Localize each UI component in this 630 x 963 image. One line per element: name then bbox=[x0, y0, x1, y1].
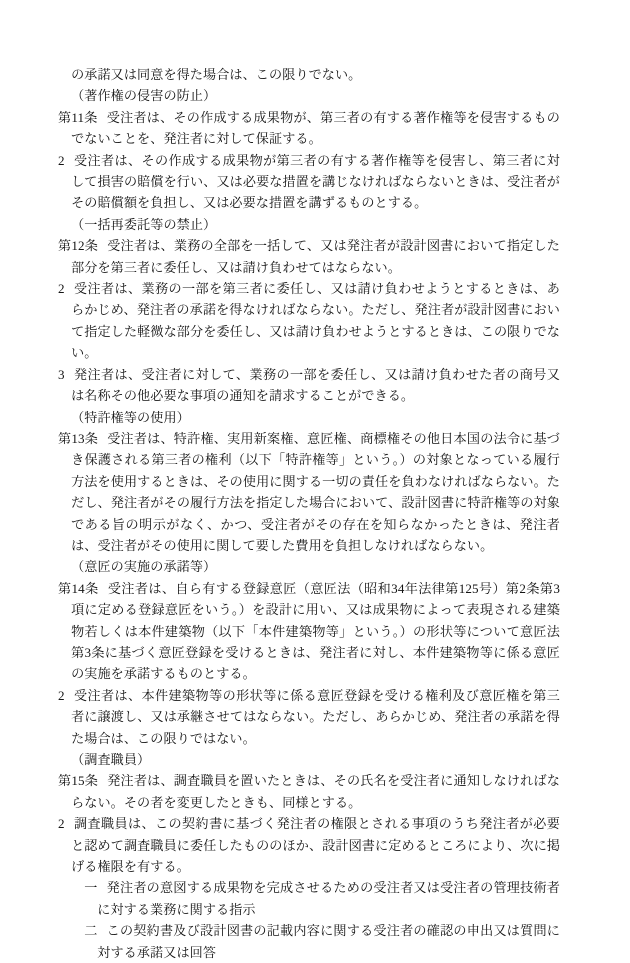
heading-article-13 bbox=[71, 407, 560, 428]
article-15-item-2-text: この契約書及び設計図書の記載内容に関する受注者の確認の申出又は質問に対する承諾又は回答 bbox=[97, 923, 560, 960]
article-12-paragraph-1-marker: 第12条 bbox=[58, 238, 99, 254]
article-13-paragraph-1 bbox=[58, 428, 560, 556]
article-13-paragraph-1-text: 受注者は、特許権、実用新案権、意匠権、商標権その他日本国の法令に基づき保護される第三者の権利（以下「特許権等」という。）の対象となっている履行方法を使用するときは、その使用に関する一切の責任を負わなければならない。ただし、発注者がその履行方法を指定した場合において、設計図書に特許権等の対象である旨の明示がなく、かつ、受注者がその存在を知らなかったときは、発注者は、受注者がその使用に関して要した費用を負担しなければならない。 bbox=[71, 430, 560, 553]
article-13-paragraph-1-marker: 第13条 bbox=[58, 430, 99, 446]
article-15-item-1-marker: 一 bbox=[84, 880, 98, 896]
article-14-paragraph-2-text: 受注者は、本件建築物等の形状等に係る意匠登録を受ける権利及び意匠権を第三者に譲渡し、又は承継させてはならない。ただし、あらかじめ、発注者の承諾を得た場合は、この限りではない。 bbox=[71, 687, 560, 746]
article-15-item-2-marker: 二 bbox=[84, 923, 98, 939]
article-12-paragraph-2-marker: 2 bbox=[58, 281, 65, 297]
article-15-paragraph-1-text: 発注者は、調査職員を置いたときは、その氏名を受注者に通知しなければならない。その者を変更したときも、同様とする。 bbox=[71, 773, 560, 810]
article-12-paragraph-2-text: 受注者は、業務の一部を第三者に委任し、又は請け負わせようとするときは、あらかじめ、発注者の承諾を得なければならない。ただし、発注者が設計図書において指定した軽微な部分を委任し、又は請け負わせようとするときは、この限りでない。 bbox=[71, 281, 560, 361]
heading-article-11-text: （著作権の侵害の防止） bbox=[71, 88, 217, 104]
article-12-paragraph-3-text: 発注者は、受注者に対して、業務の一部を委任し、又は請け負わせた者の商号又は名称その他必要な事項の通知を請求することができる。 bbox=[71, 366, 560, 404]
heading-article-14-text: （意匠の実施の承諾等） bbox=[71, 559, 217, 575]
heading-article-12-text: （一括再委託等の禁止） bbox=[71, 216, 217, 232]
article-11-paragraph-1-text: 受注者は、その作成する成果物が、第三者の有する著作権等を侵害するものでないことを、発注者に対して保証する。 bbox=[71, 109, 560, 147]
article-15-paragraph-1 bbox=[58, 770, 560, 813]
article-11-paragraph-2-marker: 2 bbox=[58, 152, 65, 168]
article-15-item-1 bbox=[84, 877, 560, 920]
article-15-paragraph-2-text: 調査職員は、この契約書に基づく発注者の権限とされる事項のうち発注者が必要と認めて調査職員に委任したもののほか、設計図書に定めるところにより、次に掲げる権限を有する。 bbox=[71, 816, 560, 875]
article-11-paragraph-1-marker: 第11条 bbox=[58, 109, 98, 125]
article-11-paragraph-1 bbox=[58, 107, 560, 150]
heading-article-14 bbox=[71, 556, 560, 577]
article-14-paragraph-1 bbox=[58, 578, 560, 685]
document-body bbox=[58, 64, 560, 963]
article-12-paragraph-3 bbox=[58, 364, 560, 407]
heading-article-11 bbox=[71, 85, 560, 106]
continuation-line-article-10-text: の承諾又は同意を得た場合は、この限りでない。 bbox=[71, 67, 362, 82]
article-15-paragraph-1-marker: 第15条 bbox=[58, 773, 99, 789]
heading-article-12 bbox=[71, 214, 560, 235]
continuation-line-article-10 bbox=[71, 64, 560, 85]
article-14-paragraph-2-marker: 2 bbox=[58, 687, 65, 703]
heading-article-15 bbox=[71, 749, 560, 770]
heading-article-15-text: （調査職員） bbox=[71, 752, 151, 767]
heading-article-13-text: （特許権等の使用） bbox=[71, 409, 190, 425]
article-15-paragraph-2 bbox=[58, 813, 560, 877]
article-15-item-1-text: 発注者の意図する成果物を完成させるための受注者又は受注者の管理技術者に対する業務に関する指示 bbox=[97, 880, 560, 917]
article-11-paragraph-2-text: 受注者は、その作成する成果物が第三者の有する著作権等を侵害し、第三者に対して損害の賠償を行い、又は必要な措置を講じなければならないときは、受注者がその賠償額を負担し、又は必要な措置を講ずるものとする。 bbox=[71, 152, 560, 211]
article-14-paragraph-1-text: 受注者は、自ら有する登録意匠（意匠法（昭和34年法律第125号）第2条第3項に定める登録意匠をいう。）を設計に用い、又は成果物によって表現される建築物若しくは本件建築物（以下「本件建築物等」という。）の形状等について意匠法第3条に基づく意匠登録を受けるときは、発注者に対し、本件建築物等に係る意匠の実施を承諾するものとする。 bbox=[71, 580, 560, 682]
article-12-paragraph-2 bbox=[58, 278, 560, 364]
article-15-item-2 bbox=[84, 920, 560, 963]
article-14-paragraph-2 bbox=[58, 685, 560, 749]
article-15-paragraph-2-marker: 2 bbox=[58, 816, 65, 832]
article-12-paragraph-3-marker: 3 bbox=[58, 366, 65, 382]
article-11-paragraph-2 bbox=[58, 150, 560, 214]
article-12-paragraph-1-text: 受注者は、業務の全部を一括して、又は発注者が設計図書において指定した部分を第三者に委任し、又は請け負わせてはならない。 bbox=[71, 238, 560, 275]
article-14-paragraph-1-marker: 第14条 bbox=[58, 580, 99, 596]
article-12-paragraph-1 bbox=[58, 235, 560, 278]
